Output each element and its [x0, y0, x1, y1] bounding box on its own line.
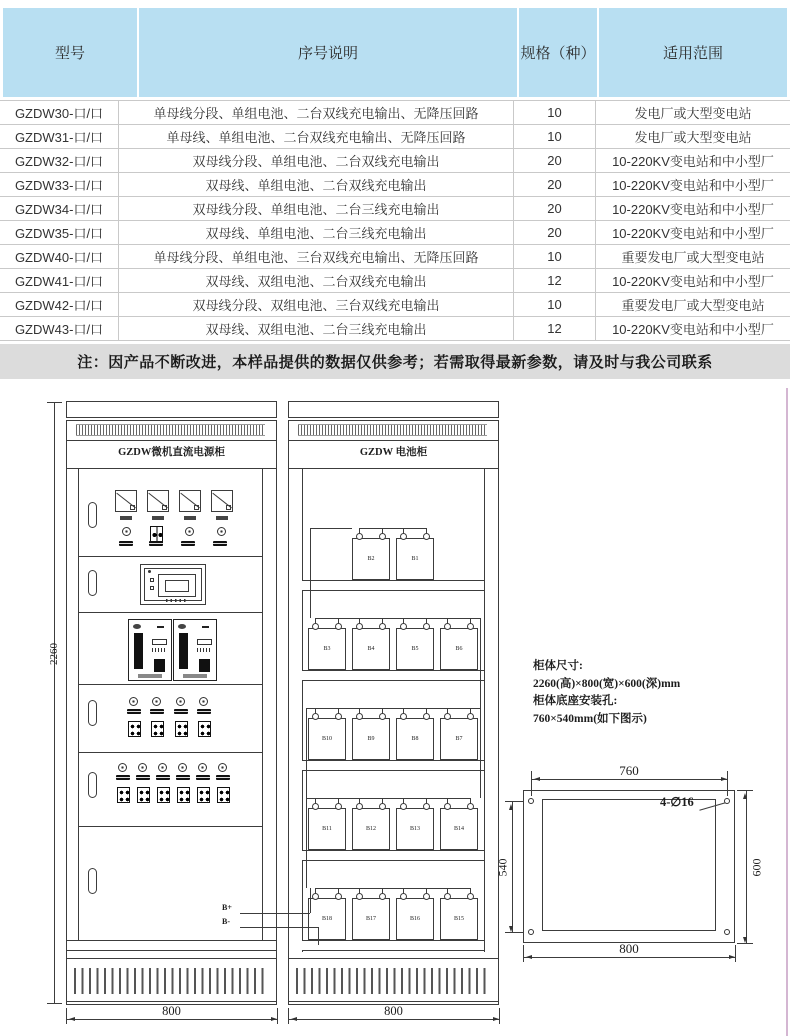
description-cell: 双母线分段、单组电池、二台三线充电输出 [118, 197, 513, 220]
drawing-shape [493, 1017, 502, 1021]
battery-terminal [423, 893, 430, 900]
header-cell: 规格（种） [519, 8, 597, 97]
battery-negative-label: B- [222, 917, 230, 926]
battery-cell: B4 [352, 628, 390, 670]
battery-terminal [423, 623, 430, 630]
line [262, 468, 263, 940]
model-cell: GZDW43-口/口 [14, 322, 104, 337]
label-bar [136, 775, 150, 780]
indicator-lamp [217, 527, 226, 536]
charger-bar [134, 633, 143, 669]
bminus-wire [240, 927, 318, 928]
mount-top-dim-line [531, 779, 727, 780]
battery-cell: B17 [352, 898, 390, 940]
line [66, 940, 277, 941]
battery-terminal [356, 893, 363, 900]
panel-divider [78, 612, 262, 613]
battery-cell: B9 [352, 718, 390, 760]
mount-bottom-dimension: 800 [619, 941, 639, 956]
line [66, 440, 277, 441]
battery-positive-label: B+ [222, 903, 232, 912]
battery-shelf [302, 850, 484, 861]
battery-cell: B8 [396, 718, 434, 760]
line [523, 945, 524, 962]
breaker [175, 721, 188, 737]
mount-hole [724, 929, 730, 935]
model-cell: GZDW35-口/口 [14, 226, 104, 241]
label-bar [196, 775, 210, 780]
battery-wire [310, 528, 311, 618]
battery-cell: B2 [352, 538, 390, 580]
application-cell: 10-220KV变电站和中小型厂 [595, 317, 790, 340]
drawing-shape [271, 1017, 280, 1021]
battery-wire [446, 708, 480, 709]
mount-inner-rect [542, 799, 716, 931]
left-width-dim-line [66, 1019, 277, 1020]
battery-wire [427, 618, 480, 619]
battery-wire [306, 708, 307, 798]
height-dimension-label: 2260 [48, 643, 60, 665]
panel-handle [88, 868, 97, 894]
spec-line: 760×540mm(如下图示) [533, 712, 647, 725]
application-cell: 10-220KV变电站和中小型厂 [595, 197, 790, 220]
model-cell: GZDW31-口/口 [14, 130, 104, 145]
mount-top-dimension: 760 [619, 763, 639, 778]
meter-bar [120, 516, 132, 520]
battery-terminal [335, 713, 342, 720]
left-cabinet-title: GZDW微机直流电源柜 [118, 447, 225, 458]
battery-cell: B14 [440, 808, 478, 850]
description-cell: 双母线分段、单组电池、二台双线充电输出 [118, 149, 513, 172]
battery-terminal [467, 803, 474, 810]
drawing-shape [721, 777, 730, 781]
battery-terminal [400, 623, 407, 630]
indicator-lamp [158, 763, 167, 772]
application-cell: 发电厂或大型变电站 [595, 101, 790, 124]
line [47, 402, 62, 403]
display-dots [166, 599, 188, 602]
battery-cell: B7 [440, 718, 478, 760]
indicator-lamp [118, 763, 127, 772]
left-cabinet-body [66, 420, 277, 1005]
spec-count-cell: 12 [513, 269, 595, 292]
breaker [117, 787, 130, 803]
battery-cell: B1 [396, 538, 434, 580]
indicator-lamp [178, 763, 187, 772]
charger-text [197, 648, 212, 652]
description-cell: 单母线分段、单组电池、二台双线充电输出、无降压回路 [118, 101, 513, 124]
battery-terminal [335, 623, 342, 630]
charger-lamp [133, 624, 141, 629]
charger-text [152, 648, 167, 652]
drawing-shape [531, 777, 540, 781]
battery-terminal [356, 533, 363, 540]
charger-block [154, 659, 165, 672]
battery-shelf [302, 580, 484, 591]
indicator-lamp [199, 697, 208, 706]
height-dim-line [54, 402, 55, 1003]
display-screen-inner [165, 580, 189, 592]
battery-terminal [423, 533, 430, 540]
battery-terminal [423, 713, 430, 720]
line [288, 1008, 289, 1024]
header-cell: 适用范围 [599, 8, 787, 97]
indicator-lamp [129, 697, 138, 706]
right-cabinet-width-label: 800 [384, 1004, 403, 1018]
drawing-shape [66, 1017, 75, 1021]
mount-left-dimension: 540 [495, 858, 510, 877]
mount-left-dim-line [512, 801, 513, 932]
panel-divider [78, 826, 262, 827]
note-bar: 注：因产品不断改进，本样品提供的数据仅供参考；若需取得最新参数，请及时与我公司联系 [0, 344, 790, 379]
spec-count-cell: 20 [513, 149, 595, 172]
battery-jumper-wire [316, 798, 471, 799]
battery-terminal [312, 893, 319, 900]
battery-wire [306, 798, 307, 888]
application-cell: 10-220KV变电站和中小型厂 [595, 221, 790, 244]
description-cell: 双母线、双组电池、二台双线充电输出 [118, 269, 513, 292]
analog-meter [115, 490, 137, 512]
meter-bar [216, 516, 228, 520]
spec-count-cell: 20 [513, 221, 595, 244]
line [66, 1008, 67, 1024]
breaker [151, 721, 164, 737]
mount-hole-label: 4-∅16 [660, 795, 694, 809]
label-bar [176, 775, 190, 780]
battery-terminal [467, 713, 474, 720]
spec-count-cell: 10 [513, 293, 595, 316]
battery-cell: B18 [308, 898, 346, 940]
battery-terminal [444, 893, 451, 900]
indicator-lamp [122, 527, 131, 536]
battery-terminal [444, 803, 451, 810]
battery-terminal [312, 713, 319, 720]
model-cell: GZDW42-口/口 [14, 298, 104, 313]
right-cabinet-cap [288, 401, 499, 418]
page-edge-line [786, 388, 788, 1036]
indicator-lamp [218, 763, 227, 772]
drawing-shape [523, 955, 532, 959]
battery-wire [480, 618, 481, 708]
label-bar [181, 541, 195, 546]
application-cell: 重要发电厂或大型变电站 [595, 293, 790, 316]
application-cell: 10-220KV变电站和中小型厂 [595, 149, 790, 172]
line [727, 771, 728, 796]
indicator-lamp [198, 763, 207, 772]
display-key [150, 586, 154, 590]
spec-count-cell: 10 [513, 125, 595, 148]
left-cabinet-cap [66, 401, 277, 418]
spec-count-cell: 20 [513, 173, 595, 196]
label-bar [150, 709, 164, 714]
battery-terminal [444, 713, 451, 720]
analog-meter [147, 490, 169, 512]
battery-terminal [379, 713, 386, 720]
line [78, 468, 79, 940]
battery-terminal [423, 803, 430, 810]
line [505, 801, 524, 802]
charger-base-bar [183, 674, 207, 678]
label-bar [119, 541, 133, 546]
description-cell: 单母线分段、单组电池、三台双线充电输出、无降压回路 [118, 245, 513, 268]
battery-wire [310, 528, 352, 529]
right-width-dim-line [288, 1019, 499, 1020]
battery-cell: B12 [352, 808, 390, 850]
line [277, 1008, 278, 1024]
charger-display [152, 639, 167, 645]
mount-right-dim-line [746, 790, 747, 943]
battery-terminal [335, 893, 342, 900]
left-cabinet-width-label: 800 [162, 1004, 181, 1018]
line [531, 771, 532, 796]
spec-line: 柜体底座安装孔: [533, 695, 618, 707]
battery-cell: B13 [396, 808, 434, 850]
battery-terminal [356, 803, 363, 810]
right-base-vent [296, 968, 491, 994]
label-bar [174, 709, 188, 714]
charger-block [199, 659, 210, 672]
display-led [148, 570, 151, 573]
battery-terminal [335, 803, 342, 810]
panel-handle [88, 502, 97, 528]
panel-divider [78, 556, 262, 557]
battery-terminal [356, 623, 363, 630]
battery-wire [480, 708, 481, 798]
application-cell: 10-220KV变电站和中小型厂 [595, 269, 790, 292]
battery-terminal [312, 803, 319, 810]
label-bar [127, 709, 141, 714]
application-cell: 10-220KV变电站和中小型厂 [595, 173, 790, 196]
charger-lamp [178, 624, 186, 629]
panel-divider [78, 752, 262, 753]
battery-terminal [312, 623, 319, 630]
battery-terminal [444, 623, 451, 630]
charger-switch [202, 626, 209, 628]
battery-terminal [379, 623, 386, 630]
battery-terminal [400, 533, 407, 540]
line [484, 468, 485, 952]
right-top-vent-grille [298, 424, 487, 436]
breaker [177, 787, 190, 803]
model-cell: GZDW40-口/口 [14, 250, 104, 265]
breaker [128, 721, 141, 737]
breaker [198, 721, 211, 737]
panel-divider [78, 684, 262, 685]
battery-shelf [302, 670, 484, 681]
label-bar [213, 541, 227, 546]
charger-base-bar [138, 674, 162, 678]
line [288, 440, 499, 441]
analog-meter [179, 490, 201, 512]
drawing-shape [288, 1017, 297, 1021]
battery-shelf [302, 760, 484, 771]
battery-terminal [379, 533, 386, 540]
line [288, 468, 499, 469]
battery-cell: B15 [440, 898, 478, 940]
model-cell: GZDW41-口/口 [14, 274, 104, 289]
breaker [137, 787, 150, 803]
mount-hole [528, 798, 534, 804]
battery-cell: B10 [308, 718, 346, 760]
line [66, 468, 277, 469]
panel-handle [88, 772, 97, 798]
description-cell: 双母线、双组电池、二台三线充电输出 [118, 317, 513, 340]
battery-cell: B3 [308, 628, 346, 670]
charger-bar [179, 633, 188, 669]
line [47, 1003, 62, 1004]
bplus-wire [310, 888, 311, 913]
drawing-shape [509, 926, 513, 935]
bplus-wire [240, 913, 310, 914]
meter-bar [152, 516, 164, 520]
indicator-lamp [176, 697, 185, 706]
battery-wire [306, 708, 326, 709]
model-cell: GZDW30-口/口 [14, 106, 104, 121]
spec-count-cell: 10 [513, 245, 595, 268]
battery-terminal [400, 803, 407, 810]
line [499, 1008, 500, 1024]
meter-bar [184, 516, 196, 520]
battery-cell: B5 [396, 628, 434, 670]
label-bar [156, 775, 170, 780]
selector-device [150, 526, 163, 542]
battery-cell: B6 [440, 628, 478, 670]
description-cell: 双母线、单组电池、二台三线充电输出 [118, 221, 513, 244]
breaker [197, 787, 210, 803]
indicator-lamp [185, 527, 194, 536]
header-cell: 序号说明 [139, 8, 517, 97]
model-cell: GZDW34-口/口 [14, 202, 104, 217]
mount-hole [528, 929, 534, 935]
application-cell: 发电厂或大型变电站 [595, 125, 790, 148]
battery-cell: B11 [308, 808, 346, 850]
label-bar [149, 541, 163, 546]
battery-jumper-wire [360, 528, 427, 529]
line [66, 950, 277, 951]
breaker [217, 787, 230, 803]
application-cell: 重要发电厂或大型变电站 [595, 245, 790, 268]
battery-terminal [356, 713, 363, 720]
model-cell: GZDW32-口/口 [14, 154, 104, 169]
right-cabinet-title: GZDW 电池柜 [359, 447, 428, 458]
battery-jumper-wire [316, 888, 471, 889]
battery-terminal [400, 713, 407, 720]
description-cell: 单母线、单组电池、二台双线充电输出、无降压回路 [118, 125, 513, 148]
panel-handle [88, 570, 97, 596]
battery-terminal [467, 623, 474, 630]
charger-display [197, 639, 212, 645]
drawing-shape [743, 937, 747, 946]
spec-count-cell: 12 [513, 317, 595, 340]
analog-meter [211, 490, 233, 512]
battery-terminal [400, 893, 407, 900]
bminus-wire [318, 927, 319, 945]
battery-cell: B16 [396, 898, 434, 940]
charger-switch [157, 626, 164, 628]
display-key [150, 578, 154, 582]
spec-count-cell: 10 [513, 101, 595, 124]
header-cell: 型号 [3, 8, 137, 97]
spec-line: 2260(高)×800(宽)×600(深)mm [533, 677, 681, 690]
left-top-vent-grille [76, 424, 265, 436]
battery-terminal [379, 893, 386, 900]
drawing-shape [729, 955, 738, 959]
panel-handle [88, 700, 97, 726]
battery-terminal [467, 893, 474, 900]
description-cell: 双母线、单组电池、二台双线充电输出 [118, 173, 513, 196]
description-cell: 双母线分段、双组电池、三台双线充电输出 [118, 293, 513, 316]
mount-right-dimension: 600 [749, 858, 764, 877]
left-base-vent [74, 968, 269, 994]
breaker [157, 787, 170, 803]
spec-count-cell: 20 [513, 197, 595, 220]
label-bar [197, 709, 211, 714]
label-bar [116, 775, 130, 780]
battery-wire [306, 798, 326, 799]
cabinet-spec-text [533, 658, 778, 728]
line [505, 932, 524, 933]
line [302, 468, 303, 952]
label-bar [216, 775, 230, 780]
indicator-lamp [152, 697, 161, 706]
line [735, 945, 736, 962]
battery-terminal [379, 803, 386, 810]
drawing-shape [743, 790, 747, 799]
mount-bottom-dim-line [523, 957, 735, 958]
indicator-lamp [138, 763, 147, 772]
battery-shelf [302, 940, 484, 951]
drawing-shape [509, 801, 513, 810]
model-cell: GZDW33-口/口 [14, 178, 104, 193]
spec-line: 柜体尺寸: [533, 660, 583, 672]
